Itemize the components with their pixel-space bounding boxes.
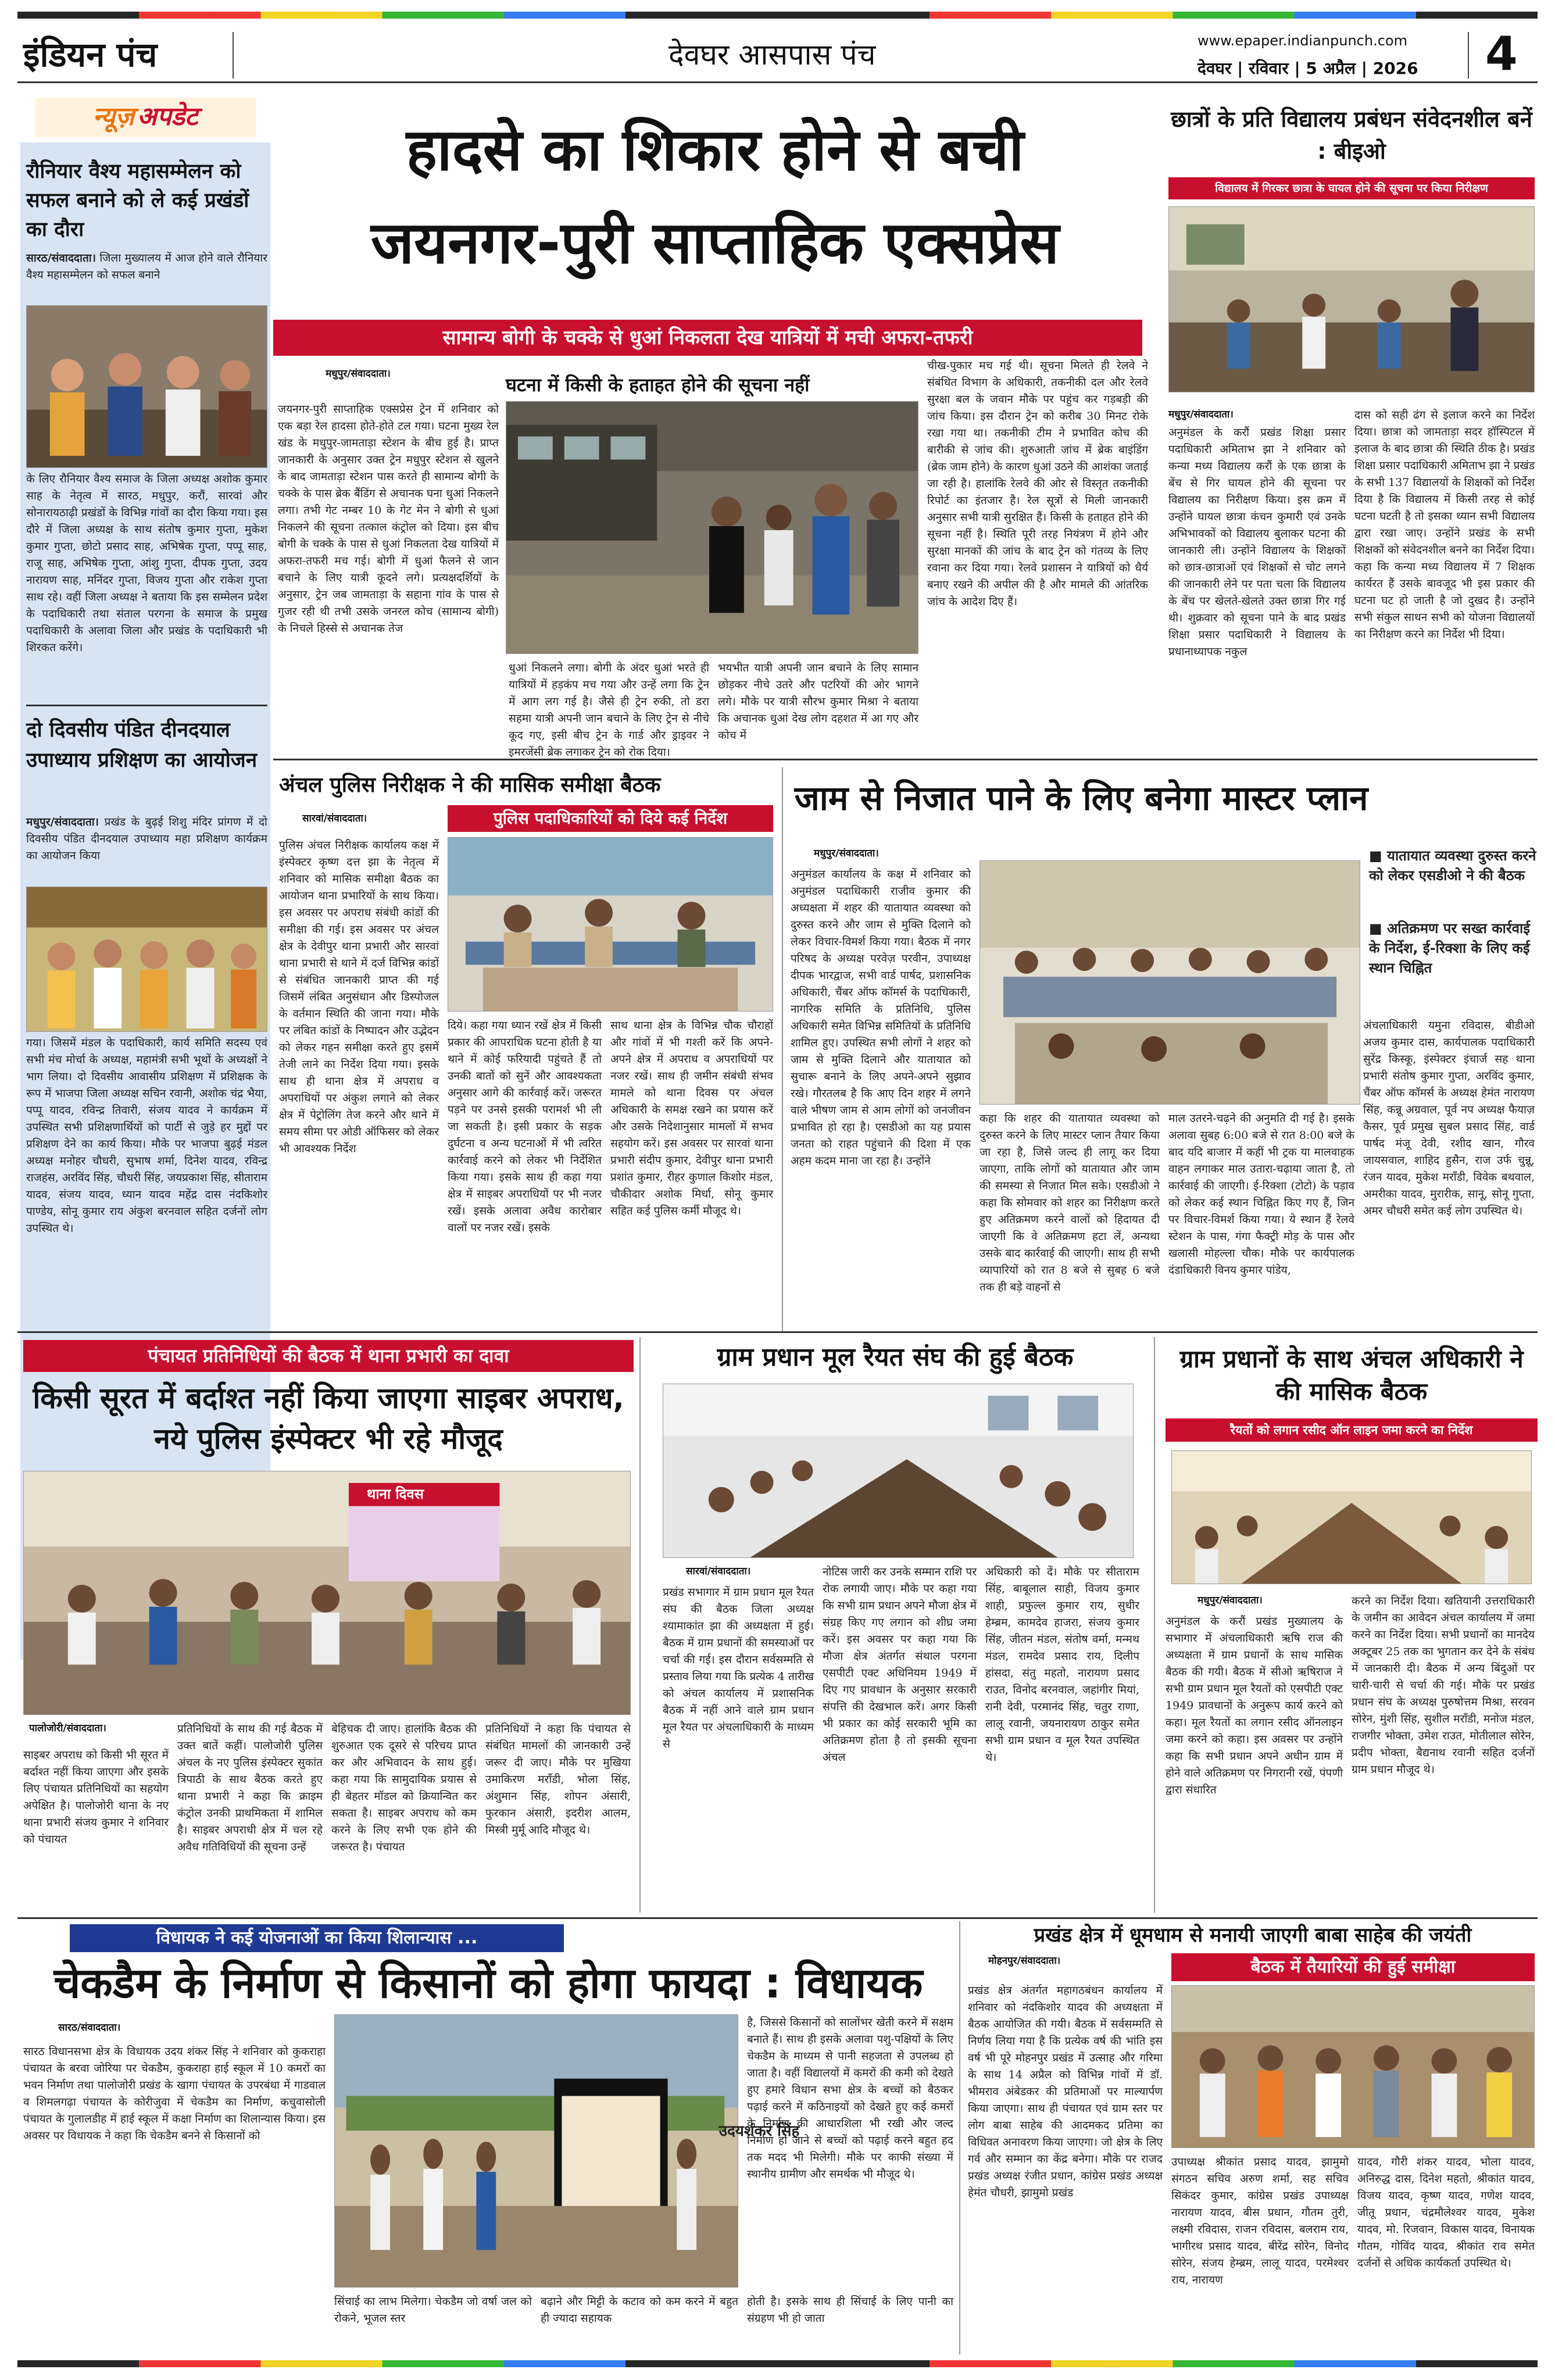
lead-headline-line1: हादसे का शिकार होने से बची	[406, 116, 1024, 184]
section-name: देवघर आसपास पंच	[669, 38, 876, 72]
divider-anchal-jam	[782, 767, 783, 1331]
update1-lead	[26, 250, 267, 302]
mool-col2: नोटिस जारी कर उनके सम्मान राशि पर रोक लगायी जाए। मौके पर कहा गया कि सभी ग्राम प्रधान अपने मौजा क्षेत्र में संग्रह किए गए लगान को शीघ्र जमा करें। इस अवसर पर कहा गया कि मौजा क्षेत्र अंतर्गत संथाल परगना एसपीटी एक्ट अधिनियम 1949 में दिए गए प्रावधान के अनुसार सरकारी संपत्ति की देखभाल करें। अगर किसी भी प्रकार का कोई सरकारी भूमि का अतिक्रमण होता है तो इसकी सूचना अंचल	[823, 1566, 977, 1764]
lead-col3: भयभीत यात्री अपनी जान बचाने के लिए सामान छोड़कर नीचे उतरे और पटरियों की ओर भागने लगे। मौके पर यात्री सौरभ कुमार मिश्रा ने बताया कि अचानक धुआं देख लोग दहशत में आ गए और कोच में	[718, 662, 918, 742]
lead-col4: चीख-पुकार मच गई थी। सूचना मिलते ही रेलवे ने संबंधित विभाग के अधिकारी, तकनीकी दल और रेलवे सुरक्षा बल के जवान मौके पर पहुंच कर गड़बड़ी की जांच किया। इस दौरान ट्रेन को करीब 30 मिनट रोके रखा गया था। तकनीकी टीम ने प्रभावित कोच की बारीकी से जांच की। शुरुआती जांच में ब्रेक बाइंडिंग (ब्रेक जाम होने) के कारण धुआं उठने की आशंका जताई जा रही है। हालांकि रेलवे की ओर से विस्तृत तकनीकी रिपोर्ट का इंतजार है। रेल सूत्रों से मिली जानकारी अनुसार सभी यात्री सुरक्षित हैं। किसी के हताहत होने की सूचना नहीं है। स्थिति पूरी तरह नियंत्रण में होने और सुरक्षा मानकों की जांच के बाद ट्रेन को गंतव्य के लिए रवाना कर दिया गया। रेलवे प्रशासन ने यात्रियों को धैर्य बनाए रखने की अपील की है और मामले की आंतरिक जांच के आदेश दिए हैं।	[927, 359, 1148, 608]
beo-subhead: विद्यालय में गिरकर छात्रा के घायल होने की सूचना पर किया निरीक्षण	[1168, 177, 1535, 199]
cyber-col3: बेहिचक दी जाए। हालांकि बैठक की शुरुआत एक दूसरे से परिचय प्राप्त कर और अभिवादन के साथ हुई। कहा गया कि सामुदायिक प्रयास से ही बेहतर मॉडल को क्रियान्वित कर सकता है। साइबर अपराध को कम करने के लिए सभी एक होने की जरूरत है। पंचायत	[331, 1723, 477, 1853]
anchal-col1: पुलिस अंचल निरीक्षक कार्यालय कक्ष में इंस्पेक्टर कृष्ण दत्त झा के नेतृत्व में शनिवार को मासिक समीक्षा बैठक का आयोजन थाना प्रभारियों के साथ किया। इस अवसर पर अपराध संबंधी कांडों की समीक्षा की गई। इस अवसर पर अंचल क्षेत्र के देवीपुर थाना प्रभारी और सारवां थाना प्रभारी से थाने में दर्ज विभिन्न कांडों से संबंधित जानकारी प्राप्त की गई जिसमें लंबित अनुसंधान और डिस्पोजल के वर्तमान स्थिति की जाना गया। मौके पर लंबित कांडों के निष्पादन और उद्भेदन को लेकर गहन समीक्षा करते हुए इसमें तेजी लाने का निर्देश दिया गया। इसके साथ ही थाना क्षेत्र में अपराध व अपराधियों पर अंकुश लगाने को लेकर क्षेत्र में पेट्रोलिंग तेज करने और थाने में समय सीमा पर ओडी ऑफिसर को लेकर भी आवश्यक निर्देश	[279, 839, 439, 1155]
update2-photo	[26, 887, 267, 1032]
masthead-divider-1	[233, 32, 234, 78]
beo-headline: छात्रों के प्रति विद्यालय प्रबंधन संवेदनशील बनें : बीइओ	[1171, 106, 1532, 164]
mool-headline: ग्राम प्रधान मूल रैयत संघ की हुई बैठक	[717, 1342, 1074, 1372]
ambedkar-col1: प्रखंड क्षेत्र अंतर्गत महागठबंधन कार्यालय में शनिवार को नंदकिशोर यादव की अध्यक्षता में बैठक आयोजित की गयी। बैठक में सर्वसम्मति से निर्णय लिया गया है कि प्रत्येक वर्ष की भांति इस वर्ष भी पूरे मोहनपुर प्रखंड में उत्साह और गरिमा के साथ 14 अप्रैल को विभिन्न गांवों में डॉ. भीमराव अंबेडकर की प्रतिमाओं पर माल्यार्पण किया जाएगा। साथ ही पंचायत एवं ग्राम स्तर पर लोग बाबा साहेब की आदमकद प्रतिमा का विधिवत अनावरण किया जाएगा। जो क्षेत्र के लिए गर्व और सम्मान का केंद्र बनेगा। मौके पर राजद प्रखंड अध्यक्ष रंजीत प्रधान, कांग्रेस प्रखंड अध्यक्ष हेमंत चौधरी, झामुमो प्रखंड	[968, 1984, 1163, 2199]
masthead-rule	[17, 81, 1538, 83]
anchal-col2: दिये। कहा गया ध्यान रखें क्षेत्र में किसी प्रकार की आपराधिक घटना होती है या थाने में कोई फरियादी पहुंचते हैं तो उनकी बातों को सुनें और आवश्यकता अनुसार आगे की कार्रवाई करें। जरूरत पड़ने पर उनसे इसकी परामर्श भी ली जा सकती है। इसी प्रकार के सड़क दुर्घटना व अन्य घटनाओं में भी त्वरित कार्रवाई करने को लेकर भी निर्देशित किया गया। इसके साथ ही कहा गया क्षेत्र में साइबर अपराधियों पर भी नजर रखें। इसके अलावा अवैध कारोबार वालों पर नजर रखें। इसके	[448, 1019, 602, 1234]
website-link[interactable]: www.epaper.indianpunch.com	[1197, 33, 1407, 49]
mool-col3: अधिकारी को दें। मौके पर सीताराम सिंह, बाबूलाल साही, विजय कुमार शाही, प्रफुल्ल कुमार राय, सुधीर हेम्ब्रम, कामदेव हाजरा, संजय कुमार सिंह, जीतन मंडल, संतोष वर्मा, मन्मथ मंडल, रामदेव प्रसाद राय, दिलीप हांसदा, संतु महतो, नारायण प्रसाद राउत, विनोद बरनवाल, जहांगीर मियां, रानी देवी, परमानंद सिंह, चतुर राणा, लालू रवानी, जयनारायण ठाकुर समेत सभी ग्राम प्रधान व मूल रैयत उपस्थित थे।	[985, 1566, 1139, 1764]
checkdam-col4: है, जिससे किसानों को सालोंभर खेती करने में सक्षम बनाते हैं। साथ ही इसके अलावा पशु-पक्षियों के लिए चेकडैम के माध्यम से पानी सहजता से उपलब्ध हो जाता है। वहीं विद्यालयों में कमरों की कमी को देखते हुए हमारे विधान सभा क्षेत्र के बच्चों को बैठकर पढ़ाई करने में कठिनाइयों को देखते हुए कई कमरों के निर्माण की आधारशिला भी रखी और जल्द निर्माण हो जाने से बच्चों को पढ़ाई करने बहुत हद तक मदद भी मिलेगी। मौके पर काफी संख्या में स्थानीय ग्रामीण और समर्थक भी मौजूद थे।	[747, 2016, 953, 2181]
lead-subhead: सामान्य बोगी के चक्के से धुआं निकलता देख यात्रियों में मची अफरा-तफरी	[273, 320, 1142, 356]
jam-bullet2: ■ अतिक्रमण पर सख्त कार्रवाई के निर्देश, ई-रिक्शा के लिए कई स्थान चिह्नित	[1369, 920, 1531, 976]
anchal-headline: अंचल पुलिस निरीक्षक ने की मासिक समीक्षा बैठक	[279, 773, 661, 797]
gram-headline: ग्राम प्रधानों के साथ अंचल अधिकारी ने की मासिक बैठक	[1179, 1345, 1524, 1406]
update2-headline: दो दिवसीय पंडित दीनदयाल उपाध्याय प्रशिक्षण का आयोजन	[26, 719, 258, 772]
divider-mool-gram	[1154, 1337, 1155, 1913]
dateline: देवघर | रविवार | 5 अप्रैल | 2026	[1197, 59, 1418, 78]
cyber-photo	[23, 1471, 631, 1715]
update1-photo	[26, 305, 267, 468]
anchal-subhead: पुलिस पदाधिकारियों को दिये कई निर्देश	[448, 805, 773, 832]
beo-photo	[1168, 206, 1535, 392]
news-update-label-2: अपडेट	[137, 102, 198, 131]
checkdam-col1: सारठ विधानसभा क्षेत्र के विधायक उदय शंकर सिंह ने शनिवार को कुकराहा पंचायत के बरवा जोरिया पर चेकडैम, कुकराहा हाई स्कूल में 10 कमरों का भवन निर्माण तथा पालोजोरी प्रखंड के खागा पंचायत के उपरबंधा में गाडवाल व शिमलगढ़ा पंचायत के कोरीजुवा में चेकडैम का निर्माण, कचुवासोली पंचायत के गुलालडीह में हाई स्कूल में कक्षा निर्माण का शिलान्यास किया। इस अवसर पर विधायक ने कहा कि चेकडैम बनने से किसानों को	[23, 2045, 326, 2142]
masthead	[0, 0, 1555, 87]
cyber-kicker: पंचायत प्रतिनिधियों की बैठक में थाना प्रभारी का दावा	[23, 1340, 634, 1372]
page-number: 4	[1485, 27, 1518, 81]
checkdam-byline: सारठ/संवाददाता।	[58, 2022, 121, 2034]
beo-col1: अनुमंडल के करौं प्रखंड शिक्षा प्रसार पदाधिकारी अमिताभ झा ने शनिवार को कन्या मध्य विद्यालय करौं के एक छात्रा के बेंच से गिर घायल होने की सूचना पर विद्यालय का निरीक्षण किया। इस क्रम में उन्होंने घायल छात्रा कंचन कुमारी एवं उनके अभिभावकों को विद्यालय बुलाकर घटना की जानकारी ली। उन्होंने विद्यालय के शिक्षकों को छात्र-छात्राओं एवं शिक्षकों से चोट लगने की जानकारी लेने पर पता चला कि विद्यालय के बेंच पर खेलते-खेलते उक्त छात्रा गिर गई थी। शुक्रवार को सूचना पाने के बाद प्रखंड शिक्षा प्रसार पदाधिकारी ने विद्यालय के प्रधानाध्यापक नकुल	[1168, 426, 1346, 658]
gram-byline: मधुपुर/संवाददाता।	[1197, 1595, 1263, 1606]
cyber-col1: साइबर अपराध को किसी भी सूरत में बर्दाश्त नहीं किया जाएगा और इसके लिए पंचायत प्रतिनिधियों का सहयोग अपेक्षित है। पालोजोरी थाना के नए थाना प्रभारी संजय कुमार ने शनिवार को पंचायत	[23, 1749, 169, 1846]
checkdam-col3: बढ़ाने और मिट्टी के कटाव को कम करने में बहुत ही ज्यादा सहायक	[541, 2295, 738, 2325]
mool-photo	[663, 1384, 1134, 1558]
cyber-photo-banner: थाना दिवस	[367, 1486, 424, 1502]
anchal-photo	[448, 837, 773, 1012]
row3-rule	[17, 1917, 1538, 1919]
checkdam-plaque-name: उदयशंकर सिंह	[718, 2122, 800, 2140]
checkdam-col4-tail: होती है। इसके साथ ही सिंचाई के लिए पानी का संग्रहण भी हो जाता	[747, 2295, 953, 2325]
jam-byline: मधुपुर/संवाददाता।	[814, 848, 879, 859]
news-update-label-1: न्यूज़	[92, 102, 134, 131]
update2-lead	[26, 814, 267, 884]
jam-col1: अनुमंडल कार्यालय के कक्ष में शनिवार को अनुमंडल पदाधिकारी राजीव कुमार की अध्यक्षता में शहर की यातायात व्यवस्था को दुरुस्त करने और जाम से मुक्ति दिलाने को लेकर विचार-विमर्श किया गया। बैठक में नगर परिषद के अध्यक्ष परवेज़ परवीन, उपाध्यक्ष दीपक भारद्वाज, सभी वार्ड पार्षद, प्रशासनिक अधिकारी, चैंबर ऑफ कॉमर्स के पदाधिकारी, नागरिक समिति के प्रतिनिधि, पुलिस अधिकारी समेत विभिन्न समितियों के प्रतिनिधि शामिल हुए। उपस्थित सभी लोगों ने शहर को जाम से मुक्ति दिलाने और यातायात को सुचारू बनाने के लिए अपने-अपने सुझाव रखे। गौरतलब है कि आए दिन शहर में लगने वाले भीषण जाम से आम लोगों को जनजीवन प्रभावित हो रहा है। एसडीओ का यह प्रयास जनता को राहत पहुंचाने की दिशा में एक अहम कदम माना जा रहा है। उन्होंने	[791, 868, 971, 1167]
checkdam-kicker: विधायक ने कई योजनाओं का किया शिलान्यास ...	[70, 1924, 564, 1952]
cyber-col4: प्रतिनिधियों ने कहा कि पंचायत से संबंधित मामलों की जानकारी उन्हें जरूर दी जाए। मौके पर मुखिया उमाकिरण मराँडी, भोला सिंह, अंशुमान सिंह, शोपन अंसारी, फुरकान अंसारी, इदरीश आलम, मिस्त्री मुर्मू आदि मौजूद थे।	[485, 1723, 631, 1836]
lead-headline-line2: जयनगर-पुरी साप्ताहिक एक्सप्रेस	[371, 209, 1059, 277]
row2-rule	[17, 1331, 1538, 1333]
gram-col2: करने का निर्देश दिया। खतियानी उत्तराधिकारी के जमीन का आवेदन अंचल कार्यालय में जमा करने का निर्देश दिया। सभी प्रधानों का मानदेय अक्टूबर 25 तक का भुगतान कर देने के संबंध में जानकारी दी। बैठक में अन्य बिंदुओं पर चारी-चारी से चर्चा की गई। मौके पर प्रखंड प्रधान संघ के अध्यक्ष पुरुषोत्तम मिश्रा, सरवन सोरेन, मुंशी सिंह, सुशील मराँडी, मनोज मंडल, राजगीर भोक्ता, उमेश राउत, मोतीलाल सोरेन, प्रदीप भोक्ता, बैद्यनाथ रवानी सहित दर्जनों ग्राम प्रधान मौजूद थे।	[1352, 1595, 1535, 1776]
checkdam-photo	[334, 2014, 800, 2288]
cyber-headline: किसी सूरत में बर्दाश्त नहीं किया जाएगा साइबर अपराध, नये पुलिस इंस्पेक्टर भी रहे मौजूद	[33, 1381, 624, 1456]
divider-checkdam-ambedkar	[959, 1921, 960, 2354]
update2-byline: मधुपुर/संवाददाता।	[26, 816, 99, 828]
ambedkar-col2: उपाध्यक्ष श्रीकांत प्रसाद यादव, झामुमो संगठन सचिव अरुण शर्मा, सह सचिव सिकंदर कुमार, कांग्रेस प्रखंड उपाध्यक्ष नारायण यादव, बीस प्रधान, गौतम तुरी, लक्ष्मी रविदास, राजन रविदास, बलराम राय, भागीरथ प्रसाद यादव, बीरेंद्र सोरेन, विनोद सोरेन, संजय हेम्ब्रम, लालू यादव, परमेश्वर राय, नारायण	[1171, 2156, 1349, 2286]
gram-col1: अनुमंडल के करौं प्रखंड मुख्यालय के सभागार में अंचलाधिकारी ऋषि राज की अध्यक्षता में ग्राम प्रधानों के साथ मासिक बैठक की गयी। बैठक में सीओ ऋषिराज ने सभी ग्राम प्रधान मूल रैयतों को एसपीटी एक्ट 1949 प्रावधानों के अनुरूप कार्य करने को कहा। मूल रैयतों का लगान रसीद ऑनलाइन जमा करने को कहा। इस अवसर पर उन्होंने कहा कि सभी प्रधान अपने अधीन ग्राम में होने वाले अतिक्रमण पर निगरानी रखें, पंपणी द्वारा संधारित	[1166, 1615, 1343, 1796]
lead-col1: जयनगर-पुरी साप्ताहिक एक्सप्रेस ट्रेन में शनिवार को एक बड़ा रेल हादसा होते-होते टल गया। घटना मुख्य रेल खंड के मधुपुर-जामताड़ा स्टेशन के बीच हुई है। प्राप्त जानकारी के अनुसार उक्त ट्रेन मधुपुर स्टेशन से खुलने के बाद जामताड़ा स्टेशन पास करते ही सामान्य बोगी के चक्के के पास ब्रेक बैंडिंग से अचानक घना धुआं निकलने लगा। तभी गेट नम्बर 10 के गेट मेन ने बोगी से धुआं निकलने की सूचना तत्काल कंट्रोल को दिया। इस बीच बोगी के चक्के के पास से धुआं निकलता देख यात्रियों में अफरा-तफरी मच गई। बोगी में धुआं फैलने से जान बचाने के लिए यात्री कूदने लगे। प्रत्यक्षदर्शियों के अनुसार, ट्रेन जब जामताड़ा के सहाना गांव के पास से गुजर रही थी तभी उसके जनरल कोच (सामान्य बोगी) के निचले हिस्से से अचानक तेज	[278, 403, 499, 635]
masthead-divider-2	[1468, 32, 1469, 78]
footer-color-strip	[17, 2360, 1538, 2367]
update2-body: गया। जिसमें मंडल के पदाधिकारी, कार्य समिति सदस्य एवं सभी मंच मोर्चा के अध्यक्ष, महामंत्री सभी भूथों के अध्यक्षों ने भाग लिया। दो दिवसीय आवासीय प्रशिक्षण में प्रशिक्षक के रूप में भाजपा जिला अध्यक्ष सचिन रवानी, अशोक चंद्र भैया, पप्पू यादव, रविन्द्र तिवारी, संजय यादव ने कार्यक्रम में उपस्थित सभी प्रशिक्षणार्थियों को पार्टी से जुड़े हर मुद्दों पर प्रशिक्षण देने का कार्य किया। मौके पर भाजपा बुढ़ई मंडल अध्यक्ष मनोहर चौधरी, सुभाष शर्मा, दिनेश यादव, रविन्द्र राजहंस, अरविंद सिंह, चौधरी सिंह, जयप्रकाश सिंह, सीताराम यादव, संजय यादव, ध्यान यादव महेंद्र दास नंदकिशोर पाण्डेय, सोनू कुमार राय अंकुश बरनवाल सहित दर्जनों लोग उपस्थित थे।	[26, 1037, 267, 1235]
gram-photo	[1171, 1450, 1532, 1584]
checkdam-headline: चेकडैम के निर्माण से किसानों को होगा फायदा : विधायक	[53, 1959, 923, 2007]
beo-col2: दास को सही ढंग से इलाज करने का निर्देश दिया। छात्रा को जामताड़ा सदर हॉस्पिटल में इलाज के बाद छात्रा की स्थिति ठीक है। प्रखंड शिक्षा प्रसार पदाधिकारी अमिताभ झा ने प्रखंड के सभी 137 विद्यालयों के शिक्षकों को निर्देश दिया है कि विद्यालय में किसी तरह से कोई घटना घटती है तो इसका ध्यान सभी विद्यालय द्वारा रखा जाए। उन्होंने प्रखंड के सभी शिक्षकों को संवेदनशील बनने का निर्देश दिया। कहा कि कन्या मध्य विद्यालय में 7 शिक्षक कार्यरत हैं उसके बावजूद भी इस प्रकार की घटना घट हो जाती है जो दुखद है। उन्होंने सभी संकुल साधन सभी को योजना विद्यालयों का निरीक्षण करने का निर्देश भी दिया।	[1354, 409, 1535, 641]
row1-rule	[273, 759, 1538, 760]
update-divider	[26, 705, 267, 706]
mool-col1: प्रखंड सभागार में ग्राम प्रधान मूल रैयत संघ की बैठक जिला अध्यक्ष श्यामाकांत झा की अध्यक्षता में हुई। बैठक में ग्राम प्रधानों की समस्याओं पर चर्चा की गई। इस दौरान सर्वसम्मति से प्रस्ताव लिया गया कि प्रत्येक 4 तारीख को अंचल कार्यालय में प्रशासनिक बैठक में नहीं आने वाले ग्राम प्रधान मूल रैयत पर अंचलाधिकारी के माध्यम से	[663, 1586, 814, 1750]
jam-headline: जाम से निजात पाने के लिए बनेगा मास्टर प्लान	[794, 778, 1368, 818]
color-strip	[17, 12, 1538, 19]
update1-headline: रौनियार वैश्य महासम्मेलन को सफल बनाने को ले कई प्रखंडों का दौरा	[26, 160, 249, 241]
ambedkar-subhead: बैठक में तैयारियों की हुई समीक्षा	[1171, 1953, 1535, 1981]
beo-byline: मधुपुर/संवाददाता।	[1168, 409, 1234, 420]
ambedkar-photo	[1171, 1985, 1535, 2148]
divider-cyber-mool	[639, 1337, 641, 1913]
mool-byline: सारवां/संवाददाता।	[686, 1566, 751, 1577]
jam-photo	[980, 860, 1360, 1105]
checkdam-col2: सिंचाई का लाभ मिलेगा। चेकडैम जो वर्षा जल को रोकने, भूजल स्तर	[334, 2295, 532, 2325]
ambedkar-col3: यादव, गौरी शंकर यादव, भोला यादव, अनिरुद्ध दास, दिनेश महतो, श्रीकांत यादव, विजय यादव, कृष्ण यादव, गणेश यादव, जीतू प्रधान, चंद्रमौलेश्वर यादव, मुकेश यादव, मो. रिजवान, विकास यादव, विनायक गौतम, गोविंद यादव, श्रीकांत राव समेत दर्जनों से अधिक कार्यकर्ता उपस्थित थे।	[1357, 2156, 1535, 2270]
jam-bullet1: ■ यातायात व्यवस्था दुरुस्त करने को लेकर एसडीओ ने की बैठक	[1369, 848, 1536, 884]
ambedkar-byline: मोहनपुर/संवाददाता।	[988, 1955, 1061, 1967]
paper-name: इंडियन पंच	[23, 35, 158, 74]
lead-col2: धुआं निकलने लगा। बोगी के अंदर धुआं भरते ही यात्रियों में हड़कंप मच गया और उन्हें लगा कि ट्रेन में आग लग गई है। जैसे ही ट्रेन रुकी, तो डरा सहमा यात्री अपनी जान बचाने के लिए ट्रेन से नीचे कूद गए, इसी बीच ट्रेन के गार्ड और ड्राइवर ने इमरजेंसी ब्रेक लगाकर ट्रेन को रोक दिया।	[509, 662, 709, 759]
jam-bullet2-text: अतिक्रमण पर सख्त कार्रवाई के निर्देश, ई-रिक्शा के लिए कई स्थान चिह्नित	[1369, 920, 1531, 976]
jam-bullet1-text: यातायात व्यवस्था दुरुस्त करने को लेकर एसडीओ ने की बैठक	[1369, 848, 1536, 884]
anchal-col3: साथ थाना क्षेत्र के विभिन्न चौक चौराहों और गांवों में भी गश्ती करें कि अपने-अपने क्षेत्र में अपराध व अपराधियों पर नजर रखें। साथ ही जमीन संबंधी संभव मामले को थाना दिवस पर अंचल अधिकारी के समक्ष रखने का प्रयास करें और उसके निदेशानुसार मामलों में सभव सहयोग करें। इस अवसर पर सारवां थाना प्रभारी संदीप कुमार, देवीपुर थाना प्रभारी प्रशांत कुमार, रीहर कुणाल किशोर मंडल, चौकीदार अशोक मिर्धा, सोनू कुमार सहित कई पुलिस कर्मी मौजूद थे।	[610, 1019, 773, 1217]
lead-photo-caption: घटना में किसी के हताहत होने की सूचना नहीं	[506, 374, 810, 396]
lead-photo	[506, 401, 918, 654]
jam-col4: अंचलाधिकारी यमुना रविदास, बीडीओ अजय कुमार दास, कार्यपालक पदाधिकारी सुरेंद्र किस्कू, इंस्पेक्टर इंचार्ज सह थाना प्रभारी संतोष कुमार गुप्ता, अरविंद कुमार, चैंबर ऑफ कॉमर्स के अध्यक्ष हेमंत नारायण सिंह, कन्नू अग्रवाल, पूर्व नप अध्यक्ष फैयाज़ कैसर, पूर्व प्रमुख सुबल प्रसाद सिंह, वार्ड पार्षद मंजू देवी, रशीद खान, गौरव जायसवाल, शाहिद हुसैन, राज उर्फ चुन्नू, रंजन यादव, मुकेश मराँडी, विवेक बथवाल, अमरीका यादव, मुरारीक, सानू, सोनू गुप्ता, अमर चौधरी समेत कई लोग उपस्थित थे।	[1363, 1019, 1535, 1217]
ambedkar-headline: प्रखंड क्षेत्र में धूमधाम से मनायी जाएगी बाबा साहेब की जयंती	[1034, 1924, 1472, 1947]
cyber-col2: प्रतिनिधियों के साथ की गई बैठक में उक्त बातें कहीं। पालोजोरी पुलिस अंचल के नए पुलिस इंस्पेक्टर सुकांत त्रिपाठी के साथ बैठक करते हुए थाना प्रभारी ने कहा कि क्राइम कंट्रोल उनकी प्राथमिकता में शामिल है। साइबर अपराधी क्षेत्र में चल रहे अवैध गतिविधियों की सूचना उन्हें	[177, 1723, 323, 1853]
cyber-byline: पालोजोरी/संवाददाता।	[29, 1723, 106, 1734]
gram-subhead: रैयतों को लगान रसीद ऑन लाइन जमा करने का निर्देश	[1166, 1418, 1538, 1442]
update1-lead-text: जिला मुख्यालय में आज होने वाले रौनियार वैश्य महासम्मेलन को सफल बनाने	[26, 252, 267, 281]
update1-body: के लिए रौनियार वैश्य समाज के जिला अध्यक्ष अशोक कुमार साह के नेतृत्व में सारठ, मधुपुर, करौं, सारवां और सोनारायठाढ़ी प्रखंडों के विभिन्न गांवों का दौरा किया गया। इस दौरे में जिला अध्यक्ष के साथ संतोष कुमार गुप्ता, मुकेश कुमार गुप्ता, छोटो प्रसाद साह, अभिषेक गुप्ता, पप्पू साह, राजू साह, अभिषेक गुप्ता, आंशु गुप्ता, दीपक गुप्ता, उदय नारायण साह, मनिंदर गुप्ता, विजय गुप्ता और राकेश गुप्ता साथ रहे। वहीं जिला अध्यक्ष ने बताया कि इस सम्मेलन प्रदेश के पदाधिकारी तथा संताल परगना के समाज के प्रमुख पदाधिकारी के अलावा जिला और प्रखंड के पदाधिकारी भी शिरकत करेंगे।	[26, 473, 267, 654]
anchal-byline: सारवां/संवाददाता।	[302, 813, 367, 824]
update1-byline: सारठ/संवाददाता।	[26, 252, 96, 265]
jam-col3: माल उतरने-चढ़ने की अनुमति दी गई है। इसके अलावा सुबह 6:00 बजे से रात 8:00 बजे के बाद यदि बाजार में कहीं भी ट्रक या मालवाहक वाहन लगाकर माल उतारा-चढ़ाया जाता है, तो कार्रवाई की जाएगी। ई-रिक्शा (टोटो) के पड़ाव को लेकर कई स्थान चिह्नित किए गए हैं, जिन पर विचार-विमर्श किया गया। ये स्थान हैं रेलवे स्टेशन के पास, गंगा फैक्ट्री मोड़ के पास और खलासी मोहल्ला चौक। मौके पर कार्यपालक दंडाधिकारी विनय कुमार पांडेय,	[1168, 1112, 1354, 1277]
news-update-label	[35, 98, 256, 137]
lead-byline: मधुपुर/संवाददाता।	[326, 368, 391, 380]
update2-lead-text: प्रखंड के बुढ़ई शिशु मंदिर प्रांगण में दो दिवसीय पंडित दीनदयाल उपाध्याय महा प्रशिक्षण कार्यक्रम का आयोजन किया	[26, 816, 267, 862]
jam-col2: कहा कि शहर की यातायात व्यवस्था को दुरुस्त करने के लिए मास्टर प्लान तैयार किया जा रहा है, जिसे जल्द ही लागू कर दिया जाएगा, ताकि लोगों को यातायात और जाम की समस्या से निजात मिल सके। एसडीओ ने कहा कि सोमवार को शहर का निरीक्षण करते हुए अतिक्रमण करने वालों को हिदायत दी जाएगी कि वे अतिक्रमण हटा लें, अन्यथा उसके बाद कार्रवाई की जाएगी। साथ ही सभी व्यापारियों को रात 8 बजे से सुबह 6 बजे तक ही बड़े वाहनों से	[980, 1112, 1160, 1293]
